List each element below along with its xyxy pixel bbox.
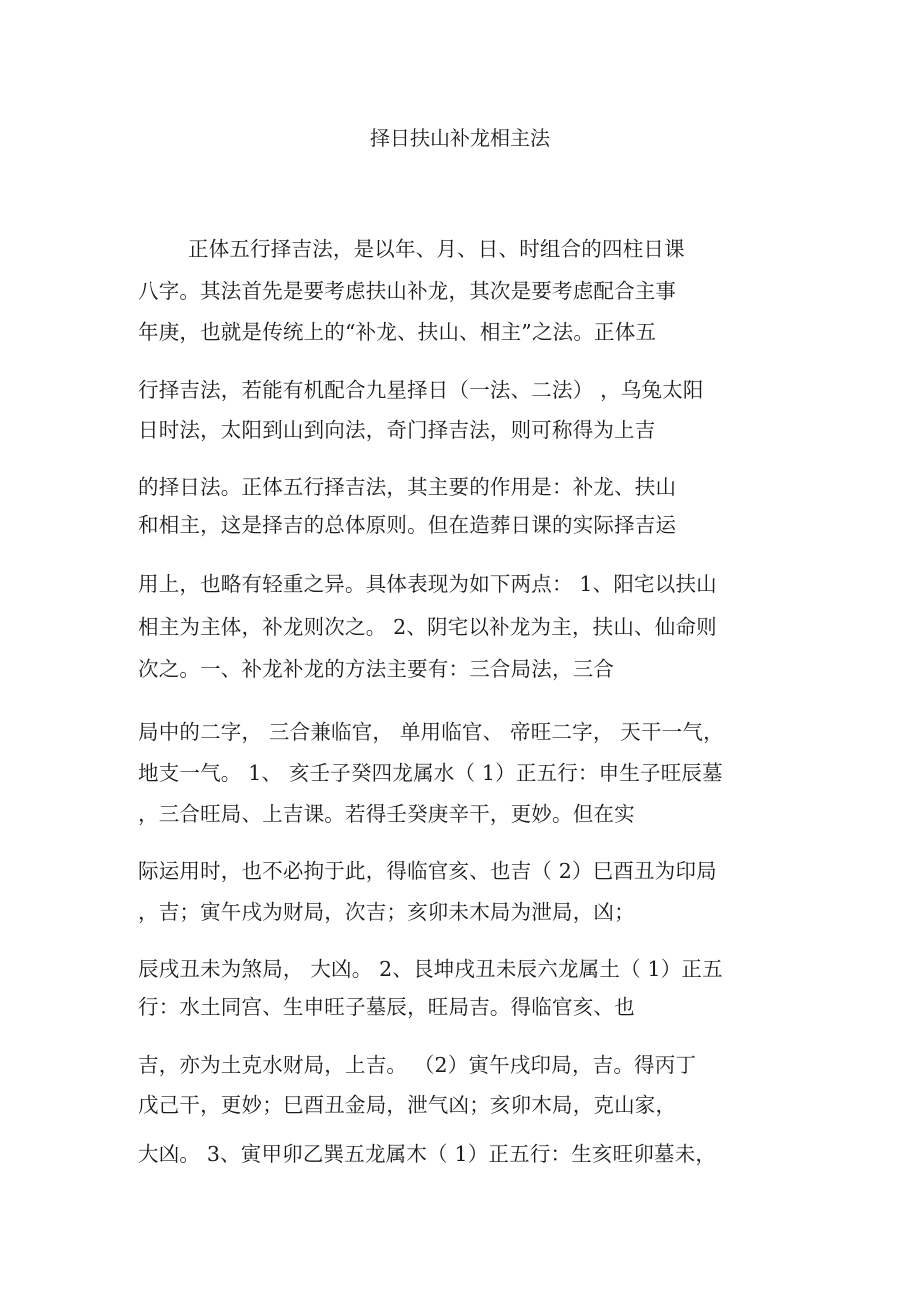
text-line: ，吉；寅午戌为财局，次吉；亥卯未木局为泄局，凶； <box>138 900 635 924</box>
text-line: 行：水土同宫、生申旺子墓辰，旺局吉。得临官亥、也 <box>138 995 635 1019</box>
text-line: 和相主，这是择吉的总体原则。但在造葬日课的实际择吉运 <box>138 513 677 537</box>
text-line: 戊己干，更妙；巳酉丑金局，泄气凶；亥卯木局，克山家， <box>138 1093 677 1117</box>
text-line: 辰戌丑未为煞局， 大凶。 2、艮坤戌丑未辰六龙属土（ 1）正五 <box>138 957 723 981</box>
document-title: 择日扶山补龙相主法 <box>370 126 550 150</box>
text-line: 相主为主体，补龙则次之。 2、阴宅以补龙为主，扶山、仙命则 <box>138 615 717 639</box>
text-line: 吉，亦为土克水财局，上吉。 （2）寅午戌印局，吉。得丙丁 <box>138 1053 697 1077</box>
text-line: 用上，也略有轻重之异。具体表现为如下两点： 1、阳宅以扶山 <box>138 572 717 596</box>
text-line: 日时法，太阳到山到向法，奇门择吉法，则可称得为上吉 <box>138 418 656 442</box>
text-line: 年庚，也就是传统上的“补龙、扶山、相主”之法。正体五 <box>138 320 657 344</box>
text-line: 的择日法。正体五行择吉法，其主要的作用是：补龙、扶山 <box>138 475 677 499</box>
text-line: 正体五行择吉法，是以年、月、日、时组合的四柱日课 <box>188 237 685 261</box>
text-line: 行择吉法，若能有机配合九星择日（一法、二法） ，乌兔太阳 <box>138 378 704 402</box>
text-line: 地支一气。 1、 亥壬子癸四龙属水（ 1）正五行：申生子旺辰墓 <box>138 761 723 785</box>
text-line: 大凶。 3、寅甲卯乙巽五龙属木（ 1）正五行：生亥旺卯墓未， <box>138 1142 717 1166</box>
text-line: 次之。一、补龙补龙的方法主要有：三合局法，三合 <box>138 657 615 681</box>
text-line: ，三合旺局、上吉课。若得壬癸庚辛干，更妙。但在实 <box>138 802 635 826</box>
text-line: 际运用时，也不必拘于此，得临官亥、也吉（ 2）巳酉丑为印局 <box>138 859 717 883</box>
text-line: 局中的二字， 三合兼临官， 单用临官、 帝旺二字， 天干一气， <box>138 720 724 744</box>
text-line: 八字。其法首先是要考虑扶山补龙，其次是要考虑配合主事 <box>138 279 677 303</box>
